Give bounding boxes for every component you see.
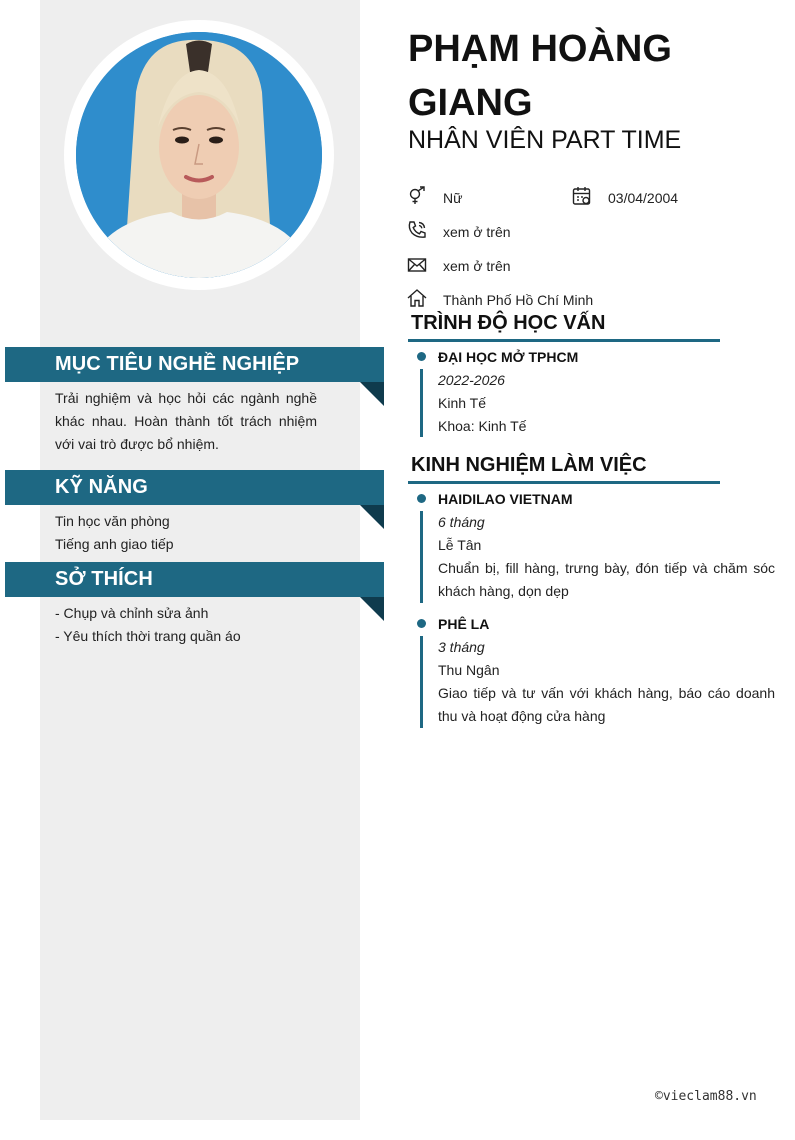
skill-item: Tin học văn phòng	[55, 513, 170, 529]
experience-timeline	[420, 511, 423, 603]
footer-watermark: ©vieclam88.vn	[655, 1089, 757, 1104]
hobby-item: - Chụp và chỉnh sửa ảnh	[55, 605, 209, 621]
experience-duration: 3 tháng	[438, 639, 485, 655]
hobbies-header	[5, 562, 384, 597]
experience-company: HAIDILAO VIETNAM	[438, 491, 573, 507]
calendar-icon	[572, 186, 592, 206]
hobbies-title: SỞ THÍCH	[55, 568, 153, 590]
experience-description: Giao tiếp và tư vấn với khách hàng, báo cáo doanh thu và hoạt động cửa hàng	[438, 685, 775, 724]
experience-bullet	[417, 619, 426, 628]
experience-title: KINH NGHIỆM LÀM VIỆC	[411, 454, 647, 476]
dob-value: 03/04/2004	[608, 190, 679, 206]
objective-title: MỤC TIÊU NGHỀ NGHIỆP	[55, 353, 300, 375]
objective-text: Trải nghiệm và học hỏi các ngành nghề khác nhau. Hoàn thành tốt trách nhiệm với vai trò được bổ nhiệm.	[55, 390, 317, 452]
home-icon	[407, 288, 427, 308]
skills-ribbon-fold	[360, 505, 384, 529]
experience-position: Thu Ngân	[438, 662, 500, 678]
email-value: xem ở trên	[443, 258, 511, 274]
education-major: Kinh Tế	[438, 395, 486, 411]
experience-divider	[408, 481, 720, 484]
experience-timeline	[420, 636, 423, 728]
experience-duration: 6 tháng	[438, 514, 485, 530]
education-divider	[408, 339, 720, 342]
skill-item: Tiếng anh giao tiếp	[55, 536, 174, 552]
experience-position: Lễ Tân	[438, 537, 482, 553]
hobby-item: - Yêu thích thời trang quần áo	[55, 628, 241, 644]
hobbies-ribbon-fold	[360, 597, 384, 621]
skills-header	[5, 470, 384, 505]
gender-icon	[407, 186, 427, 206]
phone-value: xem ở trên	[443, 224, 511, 240]
experience-company: PHÊ LA	[438, 616, 490, 632]
avatar	[76, 32, 322, 278]
education-faculty: Khoa: Kinh Tế	[438, 418, 527, 434]
education-school: ĐẠI HỌC MỞ TPHCM	[438, 349, 579, 365]
candidate-role: NHÂN VIÊN PART TIME	[408, 126, 682, 154]
objective-header	[5, 347, 384, 382]
experience-description: Chuẩn bị, fill hàng, trưng bày, đón tiếp và chăm sóc khách hàng, dọn dẹp	[438, 560, 775, 599]
education-bullet	[417, 352, 426, 361]
phone-icon	[407, 220, 427, 240]
address-value: Thành Phố Hồ Chí Minh	[443, 292, 594, 308]
experience-bullet	[417, 494, 426, 503]
objective-ribbon-fold	[360, 382, 384, 406]
skills-title: KỸ NĂNG	[55, 476, 148, 498]
education-period: 2022-2026	[438, 372, 505, 388]
education-title: TRÌNH ĐỘ HỌC VẤN	[411, 312, 606, 334]
candidate-name: PHẠM HOÀNG GIANG	[408, 28, 672, 124]
mail-icon	[407, 255, 427, 275]
gender-value: Nữ	[443, 190, 463, 206]
education-timeline	[420, 369, 423, 437]
